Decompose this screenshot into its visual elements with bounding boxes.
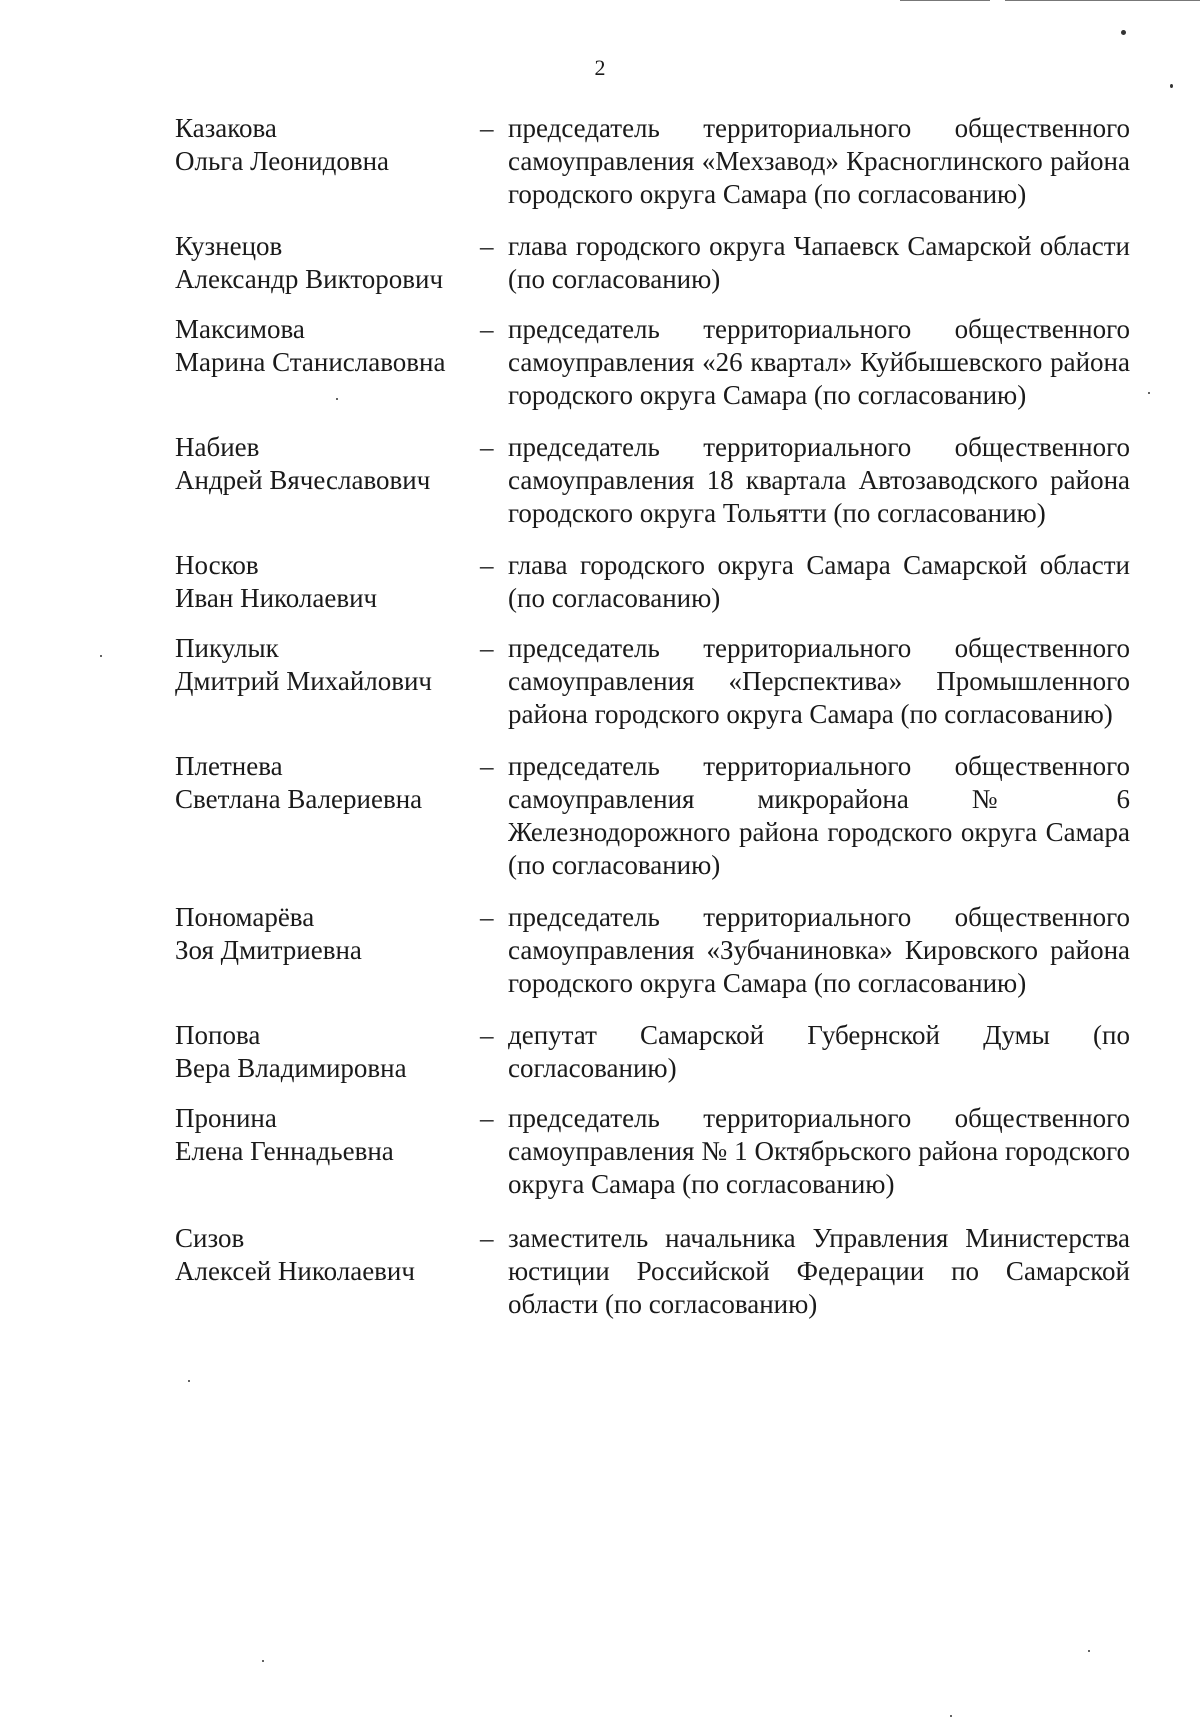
member-surname: Попова: [175, 1020, 261, 1050]
member-role: глава городского округа Чапаевск Самарской области (по согласованию): [508, 231, 1130, 294]
member-role: председатель территориального общественного самоуправления «Зубчаниновка» Кировского района городского округа Самара (по согласованию): [508, 902, 1130, 998]
member-role: глава городского округа Самара Самарской области (по согласованию): [508, 550, 1130, 613]
top-rule-right: [1005, 0, 1200, 1]
member-name: [175, 1222, 480, 1288]
member-role: председатель территориального общественного самоуправления 18 квартала Автозаводского района городского округа Тольятти (по согласованию): [508, 432, 1130, 528]
page-number: 2: [594, 55, 606, 80]
member-entry: [175, 901, 1130, 1000]
scan-speck: [1170, 84, 1173, 88]
member-surname: Казакова: [175, 113, 277, 143]
member-list: [175, 112, 1130, 1321]
member-role: председатель территориального общественного самоуправления микрорайона № 6 Железнодорожного района городского округа Самара (по согласованию): [508, 751, 1130, 880]
scan-speck: [1121, 30, 1126, 35]
scan-speck: [336, 398, 338, 400]
member-name: [175, 431, 480, 497]
scan-speck: [1088, 1650, 1090, 1652]
member-given-names: Ольга Леонидовна: [175, 146, 390, 176]
member-name: [175, 549, 480, 615]
member-entry: [175, 431, 1130, 530]
member-given-names: Зоя Дмитриевна: [175, 935, 362, 965]
dash: –: [480, 231, 494, 261]
member-role: председатель территориального общественного самоуправления «26 квартал» Куйбышевского района городского округа Самара (по согласованию): [508, 314, 1130, 410]
dash: –: [480, 633, 494, 663]
member-given-names: Елена Геннадьевна: [175, 1136, 394, 1166]
member-given-names: Марина Станиславовна: [175, 347, 446, 377]
member-entry: [175, 549, 1130, 615]
member-given-names: Светлана Валериевна: [175, 784, 423, 814]
scan-speck: [100, 655, 102, 657]
member-surname: Пономарёва: [175, 902, 315, 932]
dash: –: [480, 1103, 494, 1133]
dash: –: [480, 314, 494, 344]
member-entry: [175, 632, 1130, 731]
dash: –: [480, 902, 494, 932]
member-given-names: Александр Викторович: [175, 264, 444, 294]
member-entry: [175, 230, 1130, 296]
member-name: [175, 632, 480, 698]
member-name: [175, 230, 480, 296]
member-given-names: Андрей Вячеславович: [175, 465, 431, 495]
member-entry: [175, 750, 1130, 882]
scan-speck: [1148, 392, 1150, 394]
member-entry: [175, 313, 1130, 412]
dash: –: [480, 432, 494, 462]
dash: –: [480, 1020, 494, 1050]
dash: –: [480, 1223, 494, 1253]
member-name: [175, 1019, 480, 1085]
member-name: [175, 750, 480, 816]
member-role: депутат Самарской Губернской Думы (по согласованию): [508, 1020, 1130, 1083]
member-given-names: Иван Николаевич: [175, 583, 378, 613]
scan-speck: [188, 1380, 190, 1382]
member-name: [175, 112, 480, 178]
member-name: [175, 901, 480, 967]
scan-speck: [262, 1660, 264, 1662]
member-surname: Пикулык: [175, 633, 279, 663]
member-surname: Носков: [175, 550, 259, 580]
member-given-names: Вера Владимировна: [175, 1053, 407, 1083]
member-surname: Сизов: [175, 1223, 245, 1253]
member-role: председатель территориального общественного самоуправления «Мехзавод» Красноглинского района городского округа Самара (по согласованию): [508, 113, 1130, 209]
member-name: [175, 313, 480, 379]
member-surname: Максимова: [175, 314, 305, 344]
member-surname: Набиев: [175, 432, 260, 462]
member-surname: Пронина: [175, 1103, 277, 1133]
member-entry: [175, 1222, 1130, 1321]
member-entry: [175, 1102, 1130, 1201]
dash: –: [480, 751, 494, 781]
member-entry: [175, 1019, 1130, 1085]
member-surname: Кузнецов: [175, 231, 283, 261]
member-surname: Плетнева: [175, 751, 283, 781]
member-role: председатель территориального общественного самоуправления «Перспектива» Промышленного района городского округа Самара (по согласованию): [508, 633, 1130, 729]
member-name: [175, 1102, 480, 1168]
member-given-names: Алексей Николаевич: [175, 1256, 415, 1286]
member-role: заместитель начальника Управления Министерства юстиции Российской Федерации по Самарской области (по согласованию): [508, 1223, 1130, 1319]
dash: –: [480, 550, 494, 580]
member-given-names: Дмитрий Михайлович: [175, 666, 433, 696]
member-role: председатель территориального общественного самоуправления № 1 Октябрьского района городского округа Самара (по согласованию): [508, 1103, 1130, 1199]
member-entry: [175, 112, 1130, 211]
dash: –: [480, 113, 494, 143]
top-rule-left: [900, 0, 990, 1]
